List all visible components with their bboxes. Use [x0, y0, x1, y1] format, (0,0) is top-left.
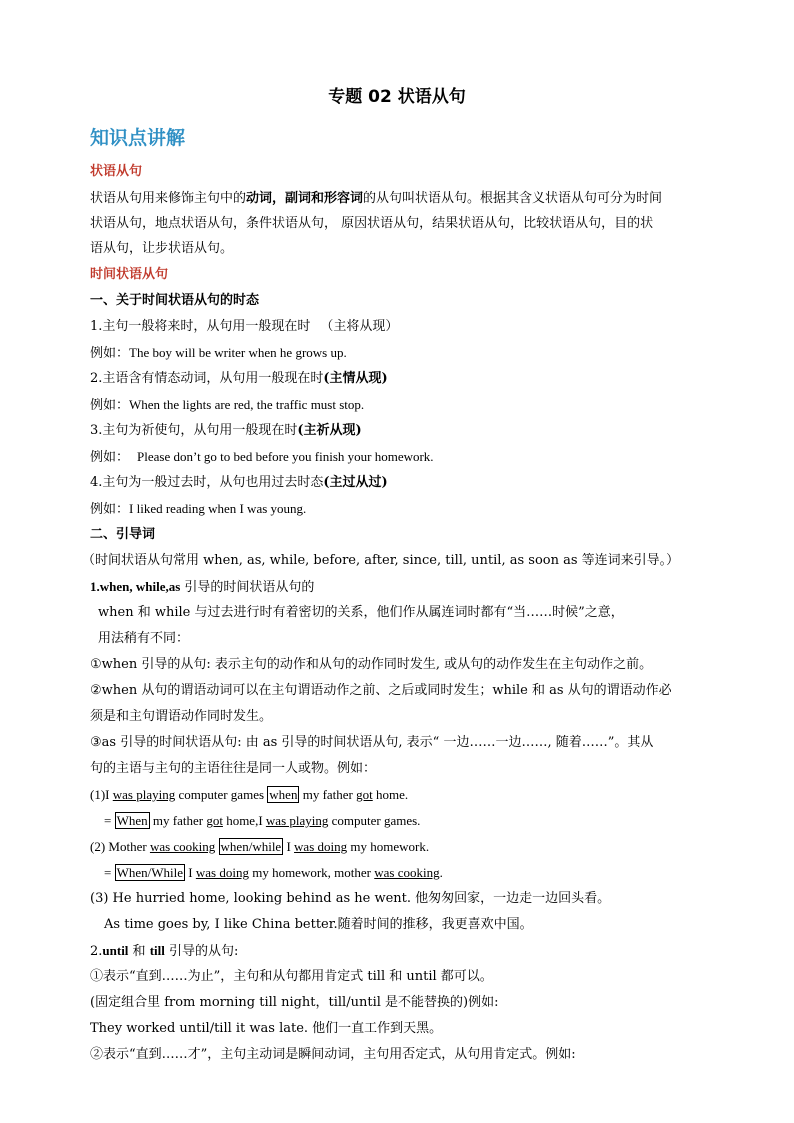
part2-heading: 二、引导词 — [90, 527, 156, 542]
example-sentence-2b: = When/While I was doing my homework, mother was cooking. — [104, 865, 443, 880]
page-title: 专题 02 状语从句 — [328, 87, 466, 107]
part1-heading: 一、关于时间状语从句的时态 — [90, 293, 260, 308]
example-2: 例如：When the lights are red, the traffic must stop. — [90, 397, 365, 413]
rule-2: 2.主语含有情态动词，从句用一般现在时(主情从现) — [90, 371, 388, 386]
point2-case-1b: (固定组合里 from morning till night，till/until 是不能替换的)例如: — [90, 995, 499, 1010]
point1-desc-2: 用法稍有不同： — [98, 631, 190, 646]
subheading-adverbial-clause: 状语从句 — [90, 164, 143, 179]
point1-case-3a: ③as 引导的时间状语从句: 由 as 引导的时间状语从句, 表示“ 一边……一边……, 随着……”。其从 — [90, 735, 654, 750]
point1-case-2b: 须是和主句谓语动作同时发生。 — [90, 709, 273, 724]
example-4: 例如：I liked reading when I was young. — [90, 501, 307, 517]
example-sentence-3b: As time goes by, I like China better.随着时间的推移，我更喜欢中国。 — [104, 917, 533, 932]
section-heading: 知识点讲解 — [90, 127, 186, 149]
point2-case-1: ①表示“直到……为止”，主句和从句都用肯定式 till 和 until 都可以。 — [90, 969, 493, 984]
part2-note: （时间状语从句常用 when, as, while, before, after, since, till, until, as soon as 等连词来引导。） — [82, 553, 680, 568]
point1-heading: 1.when, while,as 引导的时间状语从句的 — [90, 579, 315, 595]
point1-case-1: ①when 引导的从句: 表示主句的动作和从句的动作同时发生, 或从句的动作发生在主句动作之前。 — [90, 657, 653, 672]
example-sentence-1b: = When my father got home,I was playing computer games. — [104, 813, 421, 828]
intro-line-1: 状语从句用来修饰主句中的动词，副词和形容词的从句叫状语从句。根据其含义状语从句可分为时间 — [90, 191, 663, 206]
point1-case-3b: 句的主语与主句的主语往往是同一人或物。例如： — [90, 761, 377, 776]
rule-4: 4.主句为一般过去时，从句也用过去时态(主过从过) — [90, 475, 388, 490]
intro-line-3: 语从句，让步状语从句。 — [90, 241, 234, 256]
example-3: 例如： Please don’t go to bed before you finish your homework. — [90, 449, 434, 465]
intro-line-2: 状语从句，地点状语从句，条件状语从句， 原因状语从句，结果状语从句，比较状语从句，目的状 — [90, 216, 654, 231]
point2-case-2: ②表示“直到……才”，主句主动词是瞬间动词，主句用否定式，从句用肯定式。例如: — [90, 1047, 576, 1062]
point1-desc-1: when 和 while 与过去进行时有着密切的关系，他们作从属连词时都有“当……时候”之意， — [98, 605, 624, 620]
rule-1: 1.主句一般将来时，从句用一般现在时 （主将从现） — [90, 319, 399, 334]
subheading-time-clause: 时间状语从句 — [90, 267, 169, 282]
example-sentence-2: (2) Mother was cooking when/while I was doing my homework. — [90, 839, 430, 854]
point2-case-1c: They worked until/till it was late. 他们一直工作到天黑。 — [90, 1021, 443, 1036]
point2-heading: 2.until 和 till 引导的从句: — [90, 943, 239, 959]
rule-3: 3.主句为祈使句，从句用一般现在时(主祈从现) — [90, 423, 362, 438]
point1-case-2a: ②when 从句的谓语动词可以在主句谓语动作之前、之后或同时发生；while 和 as 从句的谓语动作必 — [90, 683, 672, 698]
example-sentence-3a: (3) He hurried home, looking behind as he went. 他匆匆回家，一边走一边回头看。 — [90, 891, 611, 906]
example-1: 例如：The boy will be writer when he grows up. — [90, 345, 347, 361]
example-sentence-1: (1)I was playing computer games when my father got home. — [90, 787, 409, 802]
